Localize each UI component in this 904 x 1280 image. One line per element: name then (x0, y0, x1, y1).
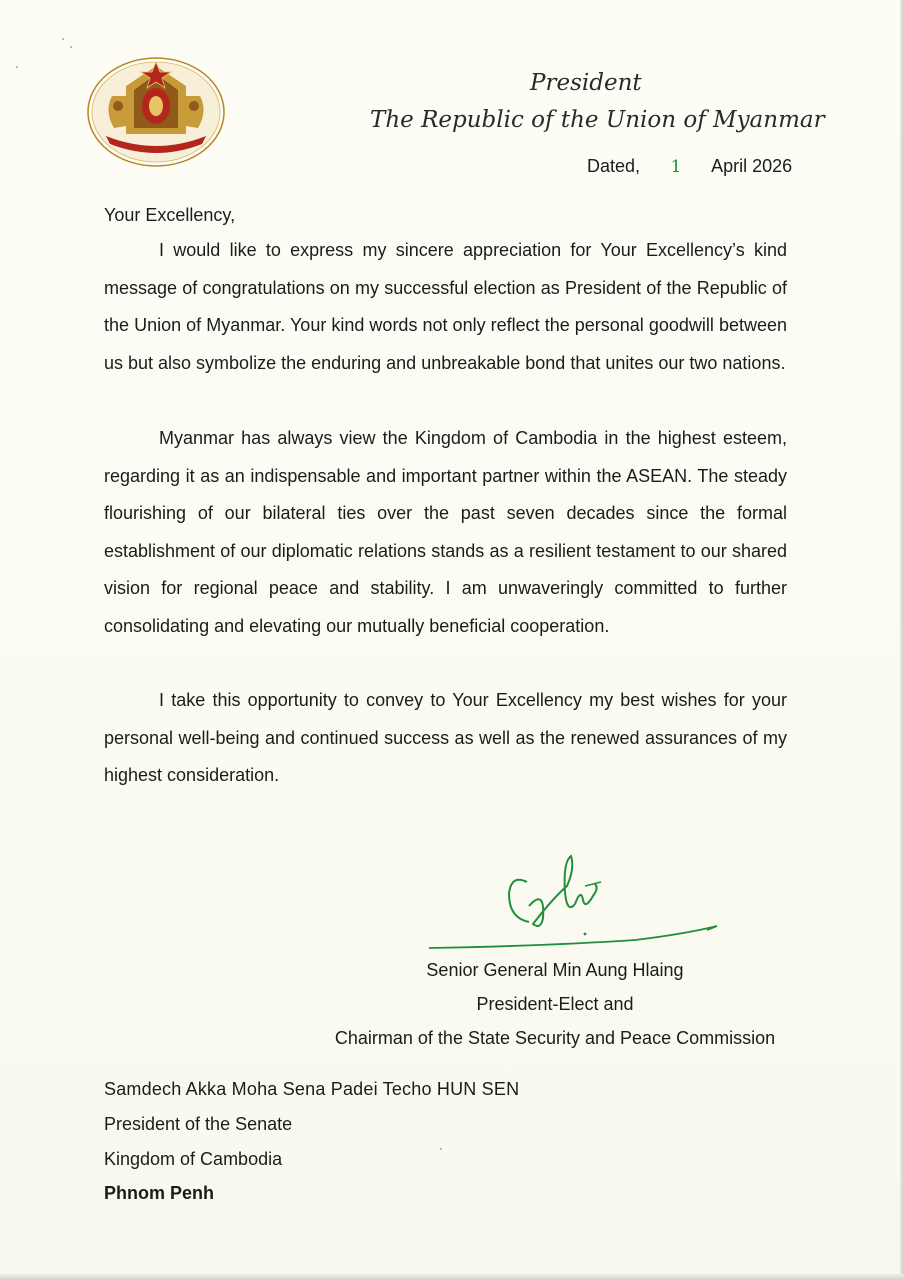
handwritten-signature (425, 848, 725, 958)
recipient-city: Phnom Penh (104, 1183, 215, 1203)
paper-edge-right (900, 0, 904, 1280)
letter-paragraph-2: Myanmar has always view the Kingdom of Cambodia in the highest esteem, regarding it as an indispensable and important partner within the ASEAN. The steady flourishing of our bilateral ties over the past seven decades since the formal establishment of our diplomatic relations stands as a resilient testament to our shared vision for regional peace and stability. I am unwaveringly committed to further consolidating and elevating our mutually beneficial cooperation. (104, 428, 787, 636)
dated-day: 1 (670, 157, 682, 177)
letter-paragraph-3: I take this opportunity to convey to Your Excellency my best wishes for your personal well-being and continued success as well as the renewed assurances of my highest consideration. (104, 690, 787, 785)
recipient-title: President of the Senate (104, 1114, 293, 1134)
president-heading: President (530, 70, 642, 96)
dated-month-year: April 2026 (711, 156, 793, 176)
date-line (587, 156, 792, 177)
paper-speck (62, 38, 64, 40)
letter-paragraph-1: I would like to express my sincere appreciation for Your Excellency’s kind message of congratulations on my successful election as President of the Republic of the Union of Myanmar. Your kind words not only reflect the personal goodwill between us but also symbolize the enduring and unbreakable bond that unites our two nations. (104, 240, 787, 373)
paper-speck (440, 1148, 442, 1150)
paper-speck (70, 46, 72, 48)
signatory-name: Senior General Min Aung Hlaing (426, 960, 684, 980)
dated-label: Dated, (587, 156, 641, 176)
republic-heading: The Republic of the Union of Myanmar (370, 107, 825, 133)
paper-speck (16, 66, 18, 68)
recipient-name: Samdech Akka Moha Sena Padei Techo HUN SEN (104, 1079, 520, 1099)
paper-edge-bottom (0, 1274, 904, 1280)
recipient-country: Kingdom of Cambodia (104, 1149, 283, 1169)
signatory-title-2: Chairman of the State Security and Peace Commission (334, 1028, 776, 1048)
salutation: Your Excellency, (104, 205, 236, 225)
signatory-title-1: President-Elect and (476, 994, 634, 1014)
